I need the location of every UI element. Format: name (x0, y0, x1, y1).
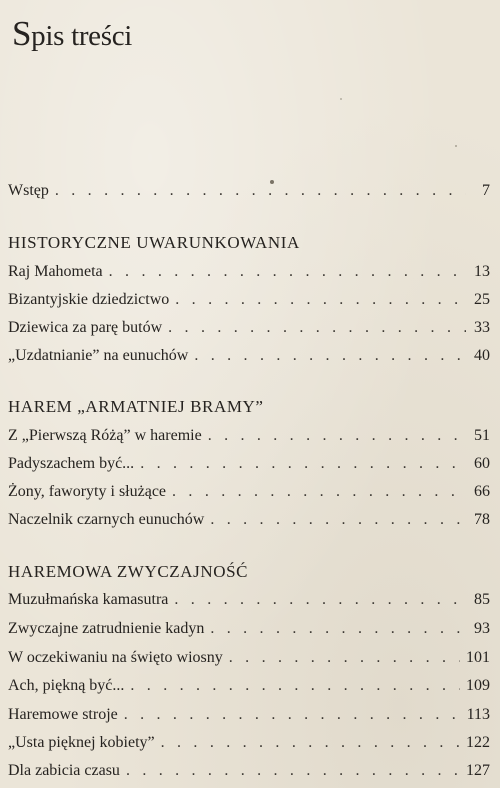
dot-leader (172, 482, 466, 502)
section-heading-3: HAREMOWA ZWYCZAJNOŚĆ (8, 562, 249, 581)
toc-entry-page: 93 (474, 620, 490, 637)
toc-entry (8, 346, 490, 366)
toc-entry (8, 290, 490, 310)
toc-entry (8, 648, 490, 668)
toc-entry-label: Raj Mahometa (8, 263, 103, 280)
paper-speck (340, 98, 342, 100)
toc-entry (8, 705, 490, 725)
dot-leader (124, 705, 461, 725)
section-heading-1: HISTORYCZNE UWARUNKOWANIA (8, 233, 300, 252)
dot-leader (229, 648, 460, 668)
dot-leader (174, 590, 466, 610)
toc-entry (8, 318, 490, 338)
toc-entry-label: Muzułmańska kamasutra (8, 591, 169, 608)
dot-leader (210, 619, 466, 639)
dot-leader (55, 181, 466, 201)
toc-entry-page: 127 (466, 762, 490, 779)
toc-entry-label: Dziewica za parę butów (8, 319, 163, 336)
toc-entry-label: Z „Pierwszą Różą” w haremie (8, 427, 202, 444)
toc-entry-label: W oczekiwaniu na święto wiosny (8, 649, 223, 666)
toc-entry (8, 676, 490, 696)
paper-speck (270, 180, 274, 184)
toc-entry-label: Żony, faworyty i służące (8, 483, 167, 500)
toc-entry-page: 25 (474, 291, 490, 308)
toc-entry-label: Naczelnik czarnych eunuchów (8, 511, 205, 528)
paper-speck (455, 145, 457, 147)
toc-entry-page: 51 (474, 427, 490, 444)
toc-entry (8, 733, 490, 753)
toc-entry-page: 60 (474, 455, 490, 472)
toc-entry-page: 122 (466, 734, 490, 751)
toc-entry-page: 85 (474, 591, 490, 608)
toc-entry-label: Haremowe stroje (8, 706, 118, 723)
toc-entry-page: 78 (474, 511, 490, 528)
toc-entry (8, 262, 490, 282)
toc-entry-page: 113 (466, 706, 490, 723)
toc-entry (8, 619, 490, 639)
toc-entry-label: „Uzdatnianie” na eunuchów (8, 347, 189, 364)
dot-leader (168, 318, 466, 338)
dot-leader (175, 290, 466, 310)
toc-entry-label: Ach, piękną być... (8, 677, 125, 694)
toc-entry-page: 13 (474, 263, 490, 280)
toc-entry-page: 66 (474, 483, 490, 500)
toc-entry-label: Bizantyjskie dziedzictwo (8, 291, 170, 308)
toc-entry (8, 426, 490, 446)
dot-leader (109, 262, 466, 282)
toc-entry-intro (8, 181, 490, 201)
toc-entry-label: Wstęp (8, 182, 49, 199)
toc-entry (8, 482, 490, 502)
dot-leader (126, 761, 460, 781)
title-rest: pis treści (31, 20, 133, 52)
dot-leader (161, 733, 460, 753)
title-initial: S (12, 14, 32, 53)
dot-leader (140, 454, 466, 474)
toc-entry (8, 510, 490, 530)
dot-leader (208, 426, 466, 446)
page-title (12, 14, 132, 54)
toc-entry (8, 761, 490, 781)
toc-entry-page: 101 (466, 649, 490, 666)
section-heading-2: HAREM „ARMATNIEJ BRAMY” (8, 397, 264, 416)
toc-entry-page: 33 (474, 319, 490, 336)
toc-entry (8, 590, 490, 610)
toc-entry-page: 7 (482, 182, 490, 199)
dot-leader (130, 676, 460, 696)
toc-entry-page: 109 (466, 677, 490, 694)
toc-entry-label: Dla zabicia czasu (8, 762, 120, 779)
dot-leader (210, 510, 466, 530)
toc-entry-label: Padyszachem być... (8, 455, 135, 472)
toc-entry-label: Zwyczajne zatrudnienie kadyn (8, 620, 205, 637)
toc-entry-page: 40 (474, 347, 490, 364)
dot-leader (194, 346, 466, 366)
toc-entry (8, 454, 490, 474)
toc-entry-label: „Usta pięknej kobiety” (8, 734, 155, 751)
